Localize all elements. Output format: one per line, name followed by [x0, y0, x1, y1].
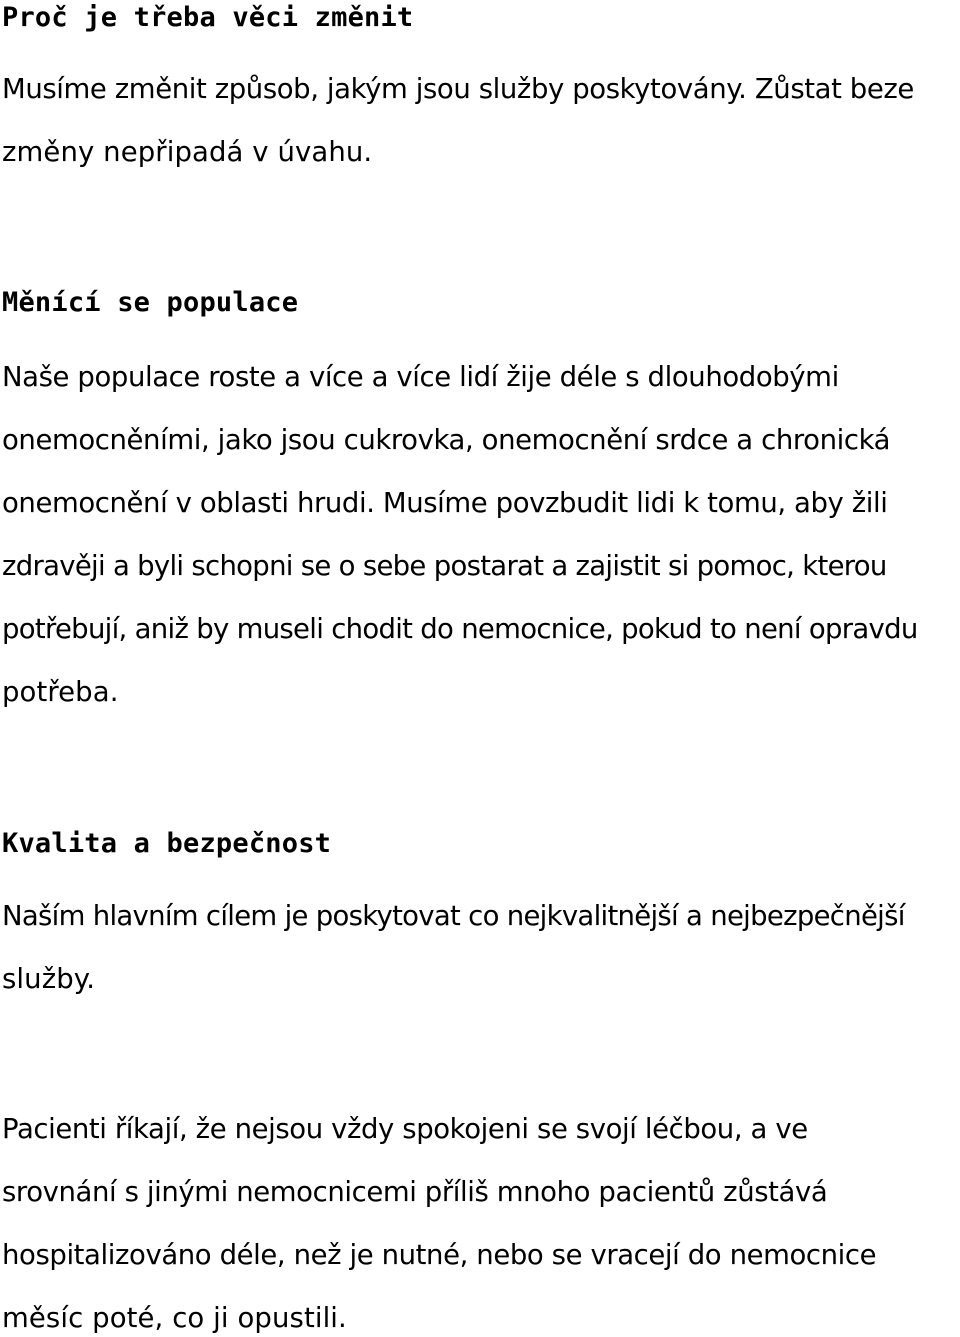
paragraph-line: potřeba.: [2, 676, 119, 708]
section-heading-why-change: Proč je třeba věci změnit: [2, 2, 414, 33]
paragraph-line: Pacienti říkají, že nejsou vždy spokojeni se svojí léčbou, a ve: [2, 1113, 808, 1145]
paragraph-line: Naším hlavním cílem je poskytovat co nejkvalitnější a nejbezpečnější: [2, 900, 905, 932]
paragraph-line: Musíme změnit způsob, jakým jsou služby poskytovány. Zůstat beze: [2, 73, 914, 105]
paragraph-line: Naše populace roste a více a více lidí žije déle s dlouhodobými: [2, 361, 839, 393]
paragraph-line: onemocnění v oblasti hrudi. Musíme povzbudit lidi k tomu, aby žili: [2, 487, 888, 519]
section-heading-changing-population: Měnící se populace: [2, 287, 299, 318]
paragraph-line: zdravěji a byli schopni se o sebe postarat a zajistit si pomoc, kterou: [2, 550, 887, 582]
paragraph-line: měsíc poté, co ji opustili.: [2, 1302, 347, 1334]
paragraph-line: potřebují, aniž by museli chodit do nemocnice, pokud to není opravdu: [2, 613, 918, 645]
paragraph-line: změny nepřipadá v úvahu.: [2, 136, 373, 168]
paragraph-line: služby.: [2, 963, 96, 995]
paragraph-line: onemocněními, jako jsou cukrovka, onemocnění srdce a chronická: [2, 424, 891, 456]
paragraph-line: srovnání s jinými nemocnicemi příliš mnoho pacientů zůstává: [2, 1176, 828, 1208]
paragraph-line: hospitalizováno déle, než je nutné, nebo se vracejí do nemocnice: [2, 1239, 877, 1271]
section-heading-quality-safety: Kvalita a bezpečnost: [2, 828, 332, 859]
